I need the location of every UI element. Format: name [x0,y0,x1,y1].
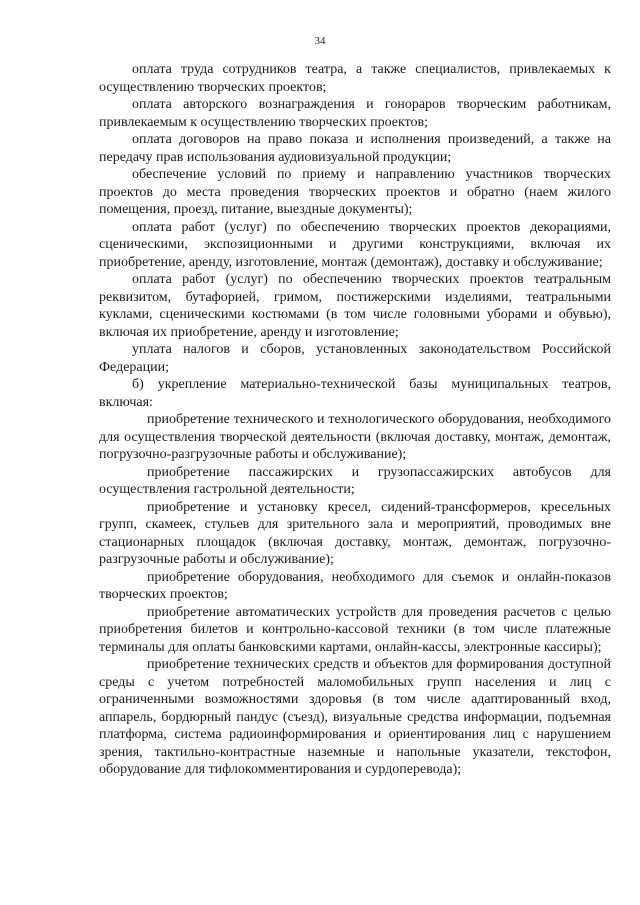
paragraph-taxes: уплата налогов и сборов, установленных законодательством Российской Федерации; [99,342,611,375]
paragraph-section-b: б) укрепление материально-технической базы муниципальных театров, включая: [99,377,611,410]
document-body [99,61,611,779]
paragraph-payment-devices: приобретение автоматических устройств для проведения расчетов с целью приобретения билетов и контрольно-кассовой техники (в том числе платежные терминалы для оплаты банковскими картами, онлайн-кассы, электронные кассиры); [99,604,611,655]
page-number: 34 [314,35,326,47]
paragraph-author-fees: оплата авторского вознаграждения и гонораров творческим работникам, привлекаемым к осуществлению творческих проектов; [99,97,611,130]
paragraph-filming-equipment: приобретение оборудования, необходимого для съемок и онлайн-показов творческих проектов; [99,569,611,602]
paragraph-participant-travel: обеспечение условий по приему и направлению участников творческих проектов до места проведения творческих проектов и обратно (наем жилого помещения, проезд, питание, выездные документы); [99,167,611,217]
paragraph-performance-rights: оплата договоров на право показа и исполнения произведений, а также на передачу прав использования аудиовизуальной продукции; [99,132,611,165]
paragraph-decorations: оплата работ (услуг) по обеспечению творческих проектов декорациями, сценическими, экспозиционными и другими конструкциями, включая их приобретение, аренду, изготовление, монтаж (демонтаж), доставку и обслуживание; [99,219,611,270]
paragraph-buses: приобретение пассажирских и грузопассажирских автобусов для осуществления гастрольной деятельности; [99,464,611,497]
paragraph-tech-equipment: приобретение технического и технологического оборудования, необходимого для осуществления творческой деятельности (включая доставку, монтаж, демонтаж, погрузочно-разгрузочные работы и обслуживание); [99,412,611,462]
paragraph-seating: приобретение и установку кресел, сидений-трансформеров, кресельных групп, скамеек, стульев для зрительного зала и мероприятий, проводимых вне стационарных площадок (включая доставку, монтаж, демонтаж, погрузочно-разгрузочные работы и обслуживание); [99,499,611,567]
paragraph-accessibility: приобретение технических средств и объектов для формирования доступной среды с учетом потребностей маломобильных групп населения и лиц с ограниченными возможностями здоровья (в том числе адаптированный вход, аппарель, бордюрный пандус (съезд), визуальные средства информации, подъемная платформа, система радиоинформирования и ориентирования лиц с нарушением зрения, тактильно-контрастные наземные и напольные указатели, текстофон, оборудование для тифлокомментирования и сурдоперевода); [99,657,611,777]
paragraph-staff-pay: оплата труда сотрудников театра, а также специалистов, привлекаемых к осуществлению творческих проектов; [99,62,611,95]
paragraph-props-costumes: оплата работ (услуг) по обеспечению творческих проектов театральным реквизитом, бутафорией, гримом, постижерскими изделиями, театральными куклами, сценическими костюмами (в том числе головными уборами и обувью), включая их приобретение, аренду и изготовление; [99,272,611,340]
